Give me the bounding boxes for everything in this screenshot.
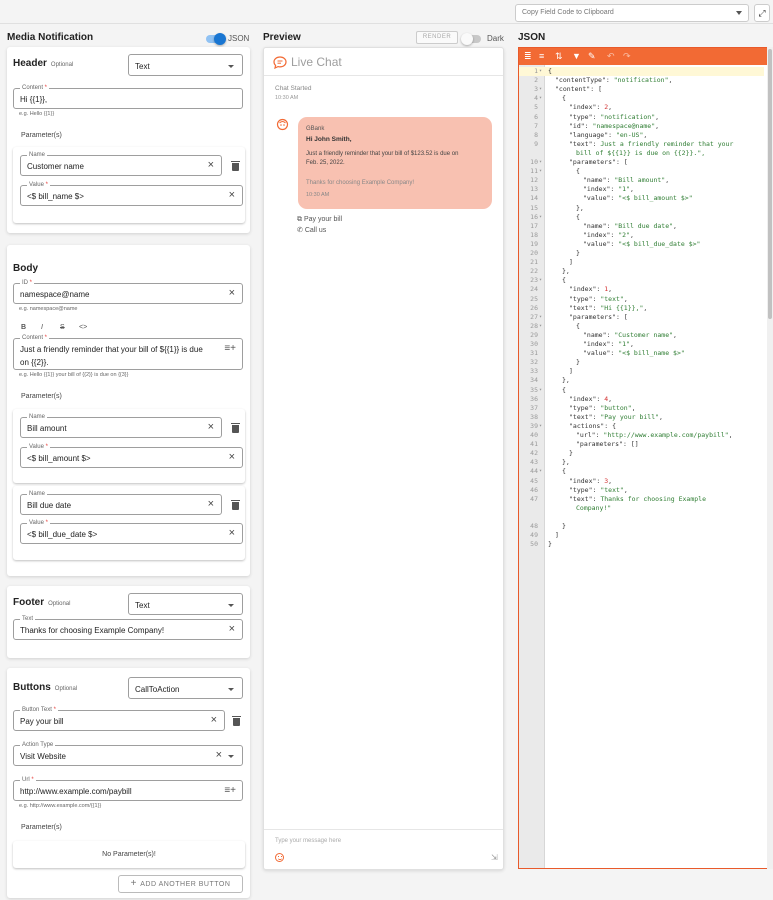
header-param-value-field[interactable]: Value * <$ bill_name $> × [20, 185, 243, 206]
json-toggle-label: JSON [228, 34, 250, 43]
code-line: 14 "value": "<$ bill_amount $>" [530, 194, 693, 203]
url-helper: e.g. http://www.example.com/{{1}} [19, 803, 102, 809]
bold-button[interactable]: B [21, 324, 27, 331]
plus-icon: + [130, 878, 141, 889]
chat-preview [263, 47, 504, 870]
json-editor[interactable] [518, 47, 773, 869]
attachment-icon[interactable]: ⇲ [491, 853, 498, 862]
dark-toggle-knob [461, 33, 473, 45]
code-line: 22 }, [530, 267, 570, 276]
code-line: 33 ] [530, 367, 573, 376]
close-icon[interactable]: × [207, 421, 214, 433]
emoji-icon[interactable] [275, 853, 284, 862]
code-line: 7 "id": "namespace@name", [534, 121, 660, 130]
bubble-footer: Thanks for choosing Example Company! [306, 180, 415, 186]
body-param-value-field[interactable]: Value * <$ bill_due_date $> × [20, 523, 243, 544]
code-line: 40 "url": "http://www.example.com/paybill", [530, 431, 733, 439]
trash-icon[interactable] [232, 502, 239, 510]
code-line: 11 ▾ { [530, 167, 580, 176]
code-line: 29 "name": "Customer name", [530, 330, 677, 339]
chat-bubble-icon [273, 56, 287, 69]
close-icon[interactable]: × [207, 498, 214, 510]
code-line: 4 ▾ { [534, 94, 566, 103]
external-link-icon: ⧉ [297, 216, 302, 223]
body-card [7, 245, 250, 576]
footer-title: Footer Optional [13, 597, 71, 608]
header-param-row [13, 147, 245, 223]
header-content-helper: e.g. Hello {{1}} [19, 111, 55, 117]
buttons-params-label: Parameter(s) [21, 824, 62, 831]
code-line: 38 "text": "Pay your bill", [530, 412, 663, 421]
code-line: 10 ▾ "parameters": [ [530, 158, 628, 166]
italic-button[interactable]: I [41, 324, 43, 331]
code-line: 28 ▾ { [530, 321, 580, 330]
header-card [7, 47, 250, 233]
code-line: 2 "contentType": "notification", [534, 76, 673, 85]
trash-icon[interactable] [233, 718, 240, 726]
strikethrough-button[interactable]: S [60, 324, 65, 331]
body-param-row [13, 486, 245, 560]
body-content-line-1: Just a friendly reminder that your bill of ${{1}} is due [20, 345, 203, 354]
body-param-name-field[interactable]: Name Bill due date × [20, 494, 222, 515]
body-id-field[interactable]: ID * namespace@name × [13, 283, 243, 304]
code-line: 3 ▾ "content": [ [534, 85, 602, 94]
json-toggle-knob [214, 33, 226, 45]
body-title: Body [13, 263, 38, 274]
code-area[interactable] [519, 67, 764, 547]
json-title: JSON [518, 32, 546, 43]
code-line: 21 ] [530, 258, 573, 267]
add-another-button[interactable]: + ADD ANOTHER BUTTON [118, 875, 243, 893]
copy-field-code-placeholder: Copy Field Code to Clipboard [522, 9, 614, 16]
body-content-helper: e.g. Hello {{1}} your bill of {{2}} is due on {{3}} [19, 372, 129, 378]
header-title: Header Optional [13, 58, 74, 69]
message-input[interactable]: Type your message here [275, 838, 342, 844]
chevron-down-icon [228, 688, 234, 691]
filter-icon[interactable]: ▼ [572, 51, 581, 61]
code-line: 9 "text": Just a friendly reminder that your [534, 139, 734, 148]
code-line: 42 } [530, 449, 573, 458]
action-type-select[interactable]: Action Type Visit Website × [13, 745, 243, 766]
code-line: 20 } [530, 249, 580, 257]
code-line: 8 "language": "en-US", [534, 130, 648, 139]
close-icon[interactable]: × [228, 527, 235, 539]
live-chat-title: Live Chat [291, 55, 342, 69]
undo-icon[interactable]: ↶ [607, 51, 615, 61]
bubble-greeting: Hi John Smith, [306, 136, 352, 143]
compact-icon[interactable]: ≡ [539, 51, 545, 61]
close-icon[interactable]: × [228, 451, 235, 463]
json-toggle[interactable] [206, 35, 224, 43]
body-content-line-2: on {{2}}. [20, 358, 49, 367]
bubble-body-line-2: Feb. 25, 2022. [306, 160, 345, 166]
expand-icon[interactable]: ⤢ [754, 4, 770, 22]
code-line: 32 } [530, 358, 580, 367]
code-line: 13 "index": "1", [530, 185, 634, 194]
code-line: 50 } [530, 540, 552, 549]
footer-text-field[interactable]: Text Thanks for choosing Example Company! × [13, 619, 243, 640]
bubble-sender: GBank [306, 126, 325, 132]
format-icon[interactable]: ≣ [524, 51, 532, 61]
header-content-field[interactable]: Content * Hi {{1}}, [13, 88, 243, 109]
code-line: 30 "index": "1", [530, 340, 634, 348]
code-line: 12 "name": "Bill amount", [530, 176, 670, 185]
code-line: 5 "index": 2, [534, 103, 613, 112]
no-params-box [13, 841, 245, 868]
redo-icon[interactable]: ↷ [623, 51, 631, 61]
code-line: 18 "index": "2", [530, 230, 634, 239]
code-line: 15 }, [530, 203, 584, 212]
code-line: 44 ▾ { [530, 467, 566, 476]
code-line: 45 "index": 3, [530, 476, 613, 485]
no-params-text: No Parameter(s)! [102, 851, 156, 858]
buttons-title: Buttons Optional [13, 682, 78, 693]
code-line: 25 "type": "text", [530, 294, 628, 303]
buttons-card [7, 668, 250, 898]
code-line: 23 ▾ { [530, 276, 566, 285]
buttons-type-select[interactable]: CallToAction [128, 677, 243, 699]
code-line: 26 "text": "Hi {{1}},", [530, 303, 648, 312]
code-line: 37 "type": "button", [530, 403, 636, 412]
code-button[interactable]: <> [79, 324, 88, 331]
close-icon[interactable]: × [210, 714, 217, 726]
copy-field-code-select[interactable] [515, 4, 749, 22]
repair-icon[interactable]: ✎ [588, 51, 596, 61]
close-icon[interactable]: × [215, 749, 222, 761]
chat-divider [264, 75, 503, 76]
bubble-time: 10:30 AM [306, 192, 330, 198]
trash-icon[interactable] [232, 163, 239, 171]
body-param-row [13, 409, 245, 483]
code-line: 17 "name": "Bill due date", [530, 221, 677, 230]
code-line: 46 "type": "text", [530, 485, 628, 494]
chat-started-time: 10:30 AM [275, 95, 299, 101]
body-param-name-field[interactable]: Name Bill amount × [20, 417, 222, 438]
code-line: 34 }, [530, 376, 570, 385]
close-icon[interactable]: × [207, 159, 214, 171]
media-notification-title: Media Notification [7, 32, 94, 43]
code-line: 27 ▾ "parameters": [ [530, 312, 628, 321]
code-line: 43 }, [530, 458, 570, 467]
dark-toggle[interactable] [463, 35, 481, 43]
pay-bill-action[interactable]: ⧉ Pay your bill [297, 216, 343, 223]
code-line: 1 ▾ { [519, 67, 764, 76]
header-type-select[interactable]: Text [128, 54, 243, 76]
chevron-down-icon [736, 11, 742, 15]
code-line: 41 "parameters": [] [530, 440, 639, 449]
add-variable-icon[interactable]: ≡+ [224, 785, 236, 796]
chevron-down-icon [228, 604, 234, 607]
code-line: Company!" [576, 503, 612, 512]
code-line: 48 } [530, 522, 566, 530]
button-text-field[interactable]: Button Text * Pay your bill × [13, 710, 225, 731]
scrollbar-thumb[interactable] [768, 49, 772, 319]
phone-icon: ✆ [297, 227, 303, 234]
body-param-value-field[interactable]: Value * <$ bill_amount $> × [20, 447, 243, 468]
footer-card [7, 586, 250, 658]
url-field[interactable]: Url * http://www.example.com/paybill ≡+ [13, 780, 243, 801]
body-params-label: Parameter(s) [21, 393, 62, 400]
header-param-name-field[interactable]: Name Customer name × [20, 155, 222, 176]
bot-avatar-icon [276, 118, 289, 131]
code-line: 35 ▾ { [530, 385, 566, 394]
preview-title: Preview [263, 32, 301, 43]
close-icon[interactable]: × [228, 189, 235, 201]
chevron-down-icon [228, 65, 234, 68]
code-line: 6 "type": "notification", [534, 112, 660, 121]
chat-started-label: Chat Started [275, 85, 312, 92]
code-line: 39 ▾ "actions": { [530, 421, 616, 430]
trash-icon[interactable] [232, 425, 239, 433]
render-button[interactable]: RENDER [416, 31, 458, 44]
close-icon[interactable]: × [228, 623, 235, 635]
code-line: 24 "index": 1, [530, 285, 613, 294]
sort-icon[interactable]: ⇅ [555, 51, 563, 61]
message-bubble [298, 117, 492, 209]
bubble-body-line-1: Just a friendly reminder that your bill of $123.52 is due on [306, 151, 459, 157]
chevron-down-icon [228, 755, 234, 758]
call-us-action[interactable]: ✆ Call us [297, 227, 327, 234]
body-content-field[interactable]: Content * Just a friendly reminder that your bill of ${{1}} is due on {{2}}. ≡+ [13, 338, 243, 370]
body-id-helper: e.g. namespace@name [19, 306, 78, 312]
close-icon[interactable]: × [228, 287, 235, 299]
code-line: bill of ${{1}} is due on {{2}}.", [576, 148, 706, 157]
code-line: 47 "text": Thanks for choosing Example [530, 494, 706, 503]
code-line: 16 ▾ { [530, 212, 580, 221]
code-line: 49 ] [530, 531, 559, 540]
top-bar [0, 0, 773, 24]
footer-type-select[interactable]: Text [128, 593, 243, 615]
code-line: 19 "value": "<$ bill_due_date $>" [530, 239, 701, 248]
input-divider [264, 829, 503, 830]
code-line: 31 "value": "<$ bill_name $>" [530, 349, 685, 358]
json-toolbar [519, 48, 772, 65]
add-variable-icon[interactable]: ≡+ [224, 343, 236, 354]
header-params-label: Parameter(s) [21, 132, 62, 139]
dark-toggle-label: Dark [487, 34, 504, 43]
code-line: 36 "index": 4, [530, 394, 613, 403]
